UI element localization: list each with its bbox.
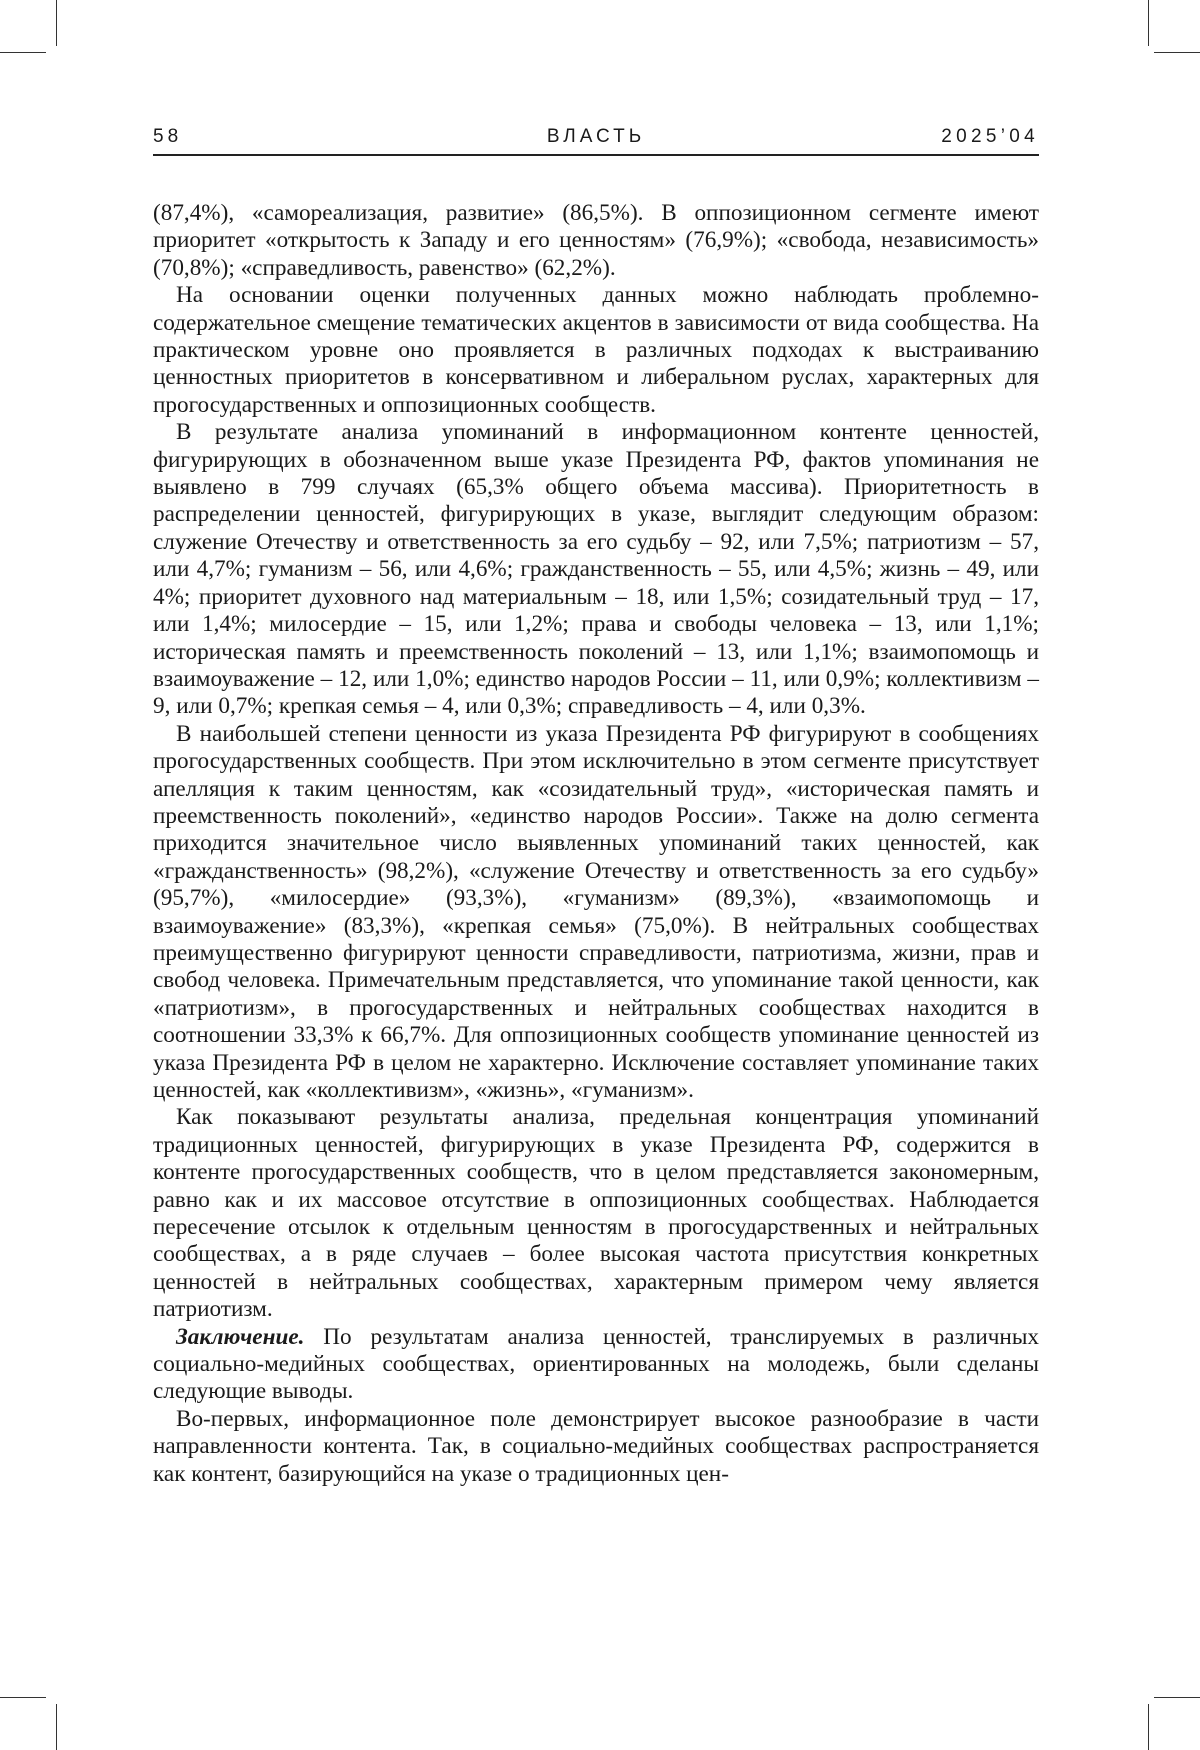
- conclusion-heading: Заключение.: [176, 1323, 305, 1350]
- crop-mark-bottom-right: [1148, 1704, 1149, 1750]
- conclusion-text: По результатам анализа ценностей, транслируемых в различных социально-медийных сообществах, ориентированных на молодежь, были сделаны следующие выводы.: [153, 1323, 1039, 1405]
- crop-mark-bottom-left-h: [0, 1697, 46, 1698]
- paragraph-3: В результате анализа упоминаний в информационном контенте ценностей, фигурирующих в обозначенном выше указе Президента РФ, фактов упоминания не выявлено в 799 случаях (65,3% общего объема массива). Приоритетность в распределении ценностей, фигурирующих в указе, выглядит следующим образом: служение Отечеству и ответственность за его судьбу – 92, или 7,5%; патриотизм – 57, или 4,7%; гуманизм – 56, или 4,6%; гражданственность – 55, или 4,5%; жизнь – 49, или 4%; приоритет духовного над материальным – 18, или 1,5%; созидательный труд – 17, или 1,4%; милосердие – 15, или 1,2%; права и свободы человека – 13, или 1,1%; историческая память и преемственность поколений – 13, или 1,1%; взаимопомощь и взаимоуважение – 12, или 1,0%; единство народов России – 11, или 0,9%; коллективизм – 9, или 0,7%; крепкая семья – 4, или 0,3%; справедливость – 4, или 0,3%.: [153, 419, 1039, 720]
- paragraph-4: В наибольшей степени ценности из указа Президента РФ фигурируют в сообщениях прогосударственных сообществ. При этом исключительно в этом сегменте присутствует апелляция к таким ценностям, как «созидательный труд», «историческая память и преемственность поколений», «единство народов России». Также на долю сегмента приходится значительное число выявленных упоминаний таких ценностей, как «гражданственность» (98,2%), «служение Отечеству и ответственность за его судьбу» (95,7%), «милосердие» (93,3%), «гуманизм» (89,3%), «взаимопомощь и взаимоуважение» (83,3%), «крепкая семья» (75,0%). В нейтральных сообществах преимущественно фигурируют ценности справедливости, патриотизма, жизни, прав и свобод человека. Примечательным представляется, что упоминание такой ценности, как «патриотизм», в прогосударственных и нейтральных сообществах находится в соотношении 33,3% к 66,7%. Для оппозиционных сообществ упоминание ценностей из указа Президента РФ в целом не характерно. Исключение составляет упоминание таких ценностей, как «коллективизм», «жизнь», «гуманизм».: [153, 720, 1039, 1103]
- page-number: 58: [153, 126, 183, 147]
- crop-mark-top-left-h: [0, 52, 46, 53]
- paragraph-2: На основании оценки полученных данных можно наблюдать проблемно-содержательное смещение тематических акцентов в зависимости от вида сообщества. На практическом уровне оно проявляется в различных подходах к выстраиванию ценностных приоритетов в консервативном и либеральном руслах, характерных для прогосударственных и оппозиционных сообществ.: [153, 282, 1039, 418]
- crop-mark-top-left: [56, 0, 57, 46]
- crop-mark-top-right-h: [1154, 52, 1200, 53]
- crop-mark-bottom-left: [56, 1704, 57, 1750]
- issue-edition: 2025’04: [941, 126, 1039, 147]
- crop-mark-bottom-right-h: [1154, 1697, 1200, 1698]
- crop-mark-top-right: [1148, 0, 1149, 46]
- journal-title: ВЛАСТЬ: [546, 126, 646, 147]
- article-body: [153, 200, 1039, 1488]
- paragraph-5: Как показывают результаты анализа, предельная концентрация упоминаний традиционных ценностей, фигурирующих в указе Президента РФ, содержится в контенте прогосударственных сообществ, что в целом представляется закономерным, равно как и их массовое отсутствие в оппозиционных сообществах. Наблюдается пересечение отсылок к отдельным ценностям в прогосударственных и нейтральных сообществах, а в ряде случаев – более высокая частота присутствия конкретных ценностей в нейтральных сообществах, характерным примером чему является патриотизм.: [153, 1104, 1039, 1323]
- paragraph-1: (87,4%), «самореализация, развитие» (86,5%). В оппозиционном сегменте имеют приоритет «открытость к Западу и его ценностям» (76,9%); «свобода, независимость» (70,8%); «справедливость, равенство» (62,2%).: [153, 200, 1039, 281]
- paragraph-conclusion: [153, 1324, 1039, 1406]
- running-header: [153, 124, 1039, 156]
- paragraph-7: Во-первых, информационное поле демонстрирует высокое разнообразие в части направленности контента. Так, в социально-медийных сообществах распространяется как контент, базирующийся на указе о традиционных цен-: [153, 1405, 1039, 1487]
